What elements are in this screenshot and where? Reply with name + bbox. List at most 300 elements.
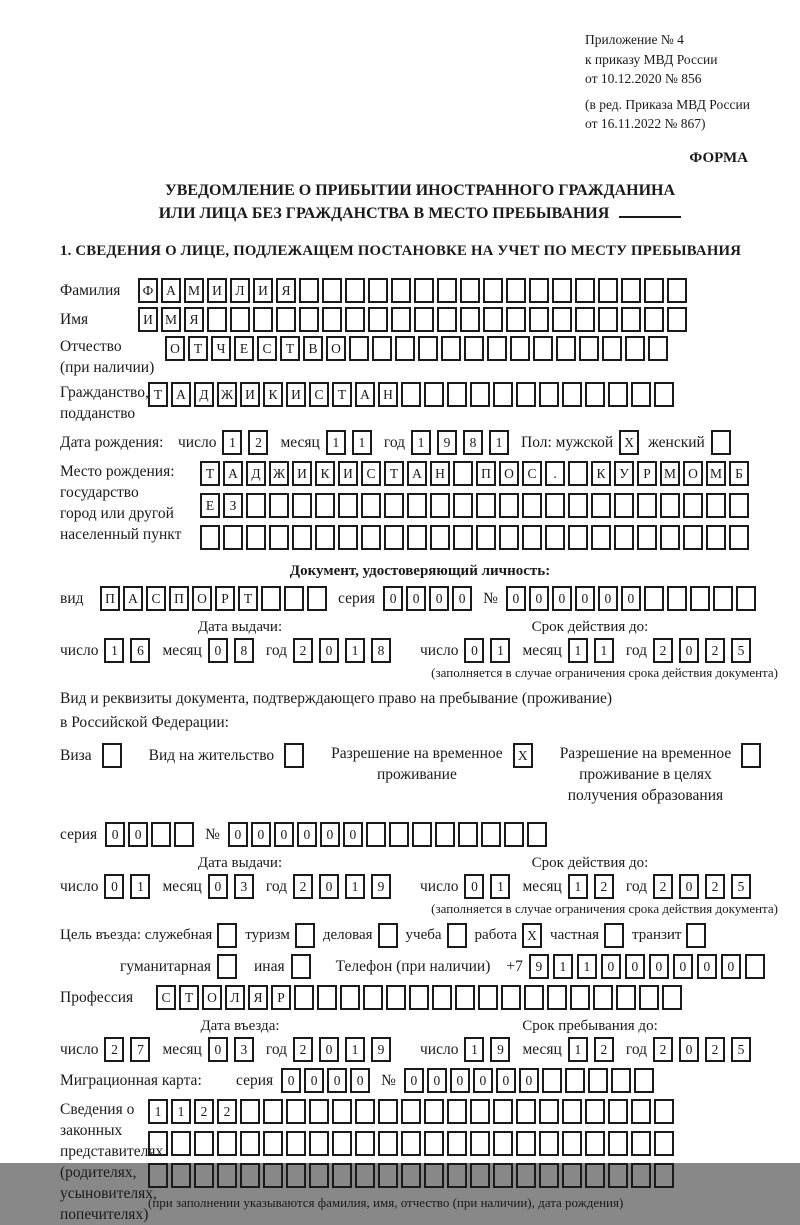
profession-cells[interactable] xyxy=(156,985,685,1010)
doc-valid-year-cells[interactable] xyxy=(653,638,757,663)
cell-box[interactable] xyxy=(345,307,365,332)
patronymic-cells[interactable] xyxy=(165,336,671,361)
doc-issue-year-cells[interactable] xyxy=(293,638,397,663)
cell-box[interactable]: О xyxy=(192,586,212,611)
cell-box[interactable] xyxy=(598,307,618,332)
cell-box[interactable] xyxy=(585,382,605,407)
cell-box[interactable] xyxy=(378,1099,398,1124)
cell-box[interactable]: 0 xyxy=(327,1068,347,1093)
cell-box[interactable] xyxy=(414,278,434,303)
cell-box[interactable] xyxy=(412,822,432,847)
cell-box[interactable] xyxy=(424,382,444,407)
cell-box[interactable]: Т xyxy=(148,382,168,407)
cell-box[interactable] xyxy=(460,307,480,332)
cell-box[interactable] xyxy=(625,336,645,361)
cell-box[interactable] xyxy=(291,954,311,979)
cell-box[interactable]: 1 xyxy=(104,638,124,663)
doc-kind-cells[interactable] xyxy=(100,586,330,611)
cell-box[interactable]: И xyxy=(292,461,312,486)
cell-box[interactable]: 6 xyxy=(130,638,150,663)
cell-box[interactable] xyxy=(299,278,319,303)
cell-box[interactable] xyxy=(148,1131,168,1156)
cell-box[interactable]: У xyxy=(614,461,634,486)
cell-box[interactable]: Ч xyxy=(211,336,231,361)
name-cells[interactable] xyxy=(138,307,690,332)
cell-box[interactable] xyxy=(529,278,549,303)
cell-box[interactable]: 1 xyxy=(568,874,588,899)
cell-box[interactable] xyxy=(608,382,628,407)
cell-box[interactable]: А xyxy=(123,586,143,611)
cell-box[interactable] xyxy=(384,525,404,550)
representatives-row3-cells[interactable] xyxy=(148,1163,677,1188)
cell-box[interactable]: 1 xyxy=(171,1099,191,1124)
cell-box[interactable]: И xyxy=(338,461,358,486)
cell-box[interactable]: 1 xyxy=(345,1037,365,1062)
cell-box[interactable] xyxy=(568,493,588,518)
cell-box[interactable] xyxy=(478,985,498,1010)
sex-female-checkbox[interactable] xyxy=(711,430,734,455)
cell-box[interactable]: X xyxy=(619,430,639,455)
cell-box[interactable] xyxy=(608,1163,628,1188)
edu-permit-checkbox[interactable] xyxy=(741,743,764,768)
cell-box[interactable]: 2 xyxy=(293,638,313,663)
cell-box[interactable] xyxy=(683,493,703,518)
cell-box[interactable] xyxy=(570,985,590,1010)
cell-box[interactable] xyxy=(414,307,434,332)
cell-box[interactable] xyxy=(686,923,706,948)
res-issue-month-cells[interactable] xyxy=(208,874,260,899)
cell-box[interactable] xyxy=(539,1131,559,1156)
cell-box[interactable]: 9 xyxy=(529,954,549,979)
cell-box[interactable] xyxy=(223,525,243,550)
cell-box[interactable] xyxy=(493,382,513,407)
cell-box[interactable] xyxy=(389,822,409,847)
cell-box[interactable] xyxy=(355,1131,375,1156)
cell-box[interactable] xyxy=(545,493,565,518)
cell-box[interactable]: М xyxy=(184,278,204,303)
stay-month-cells[interactable] xyxy=(568,1037,620,1062)
cell-box[interactable]: С xyxy=(257,336,277,361)
cell-box[interactable]: Т xyxy=(384,461,404,486)
cell-box[interactable] xyxy=(174,822,194,847)
cell-box[interactable] xyxy=(736,586,756,611)
cell-box[interactable] xyxy=(437,307,457,332)
cell-box[interactable] xyxy=(588,1068,608,1093)
mig-number-cells[interactable] xyxy=(404,1068,657,1093)
cell-box[interactable] xyxy=(481,822,501,847)
cell-box[interactable]: 0 xyxy=(601,954,621,979)
cell-box[interactable] xyxy=(332,1131,352,1156)
cell-box[interactable] xyxy=(487,336,507,361)
sex-male-checkbox[interactable] xyxy=(619,430,642,455)
cell-box[interactable]: 0 xyxy=(464,874,484,899)
cell-box[interactable] xyxy=(470,1099,490,1124)
doc-series-cells[interactable] xyxy=(383,586,475,611)
cell-box[interactable] xyxy=(391,307,411,332)
cell-box[interactable] xyxy=(470,382,490,407)
res-number-cells[interactable] xyxy=(228,822,550,847)
cell-box[interactable]: 2 xyxy=(293,874,313,899)
cell-box[interactable] xyxy=(340,985,360,1010)
purpose-humanitarian-checkbox[interactable] xyxy=(217,954,240,979)
cell-box[interactable]: Е xyxy=(200,493,220,518)
cell-box[interactable] xyxy=(522,493,542,518)
cell-box[interactable] xyxy=(171,1163,191,1188)
cell-box[interactable]: Е xyxy=(234,336,254,361)
cell-box[interactable] xyxy=(286,1131,306,1156)
cell-box[interactable] xyxy=(322,307,342,332)
cell-box[interactable] xyxy=(284,743,304,768)
cell-box[interactable] xyxy=(527,822,547,847)
cell-box[interactable] xyxy=(317,985,337,1010)
cell-box[interactable] xyxy=(608,1131,628,1156)
cell-box[interactable] xyxy=(516,1163,536,1188)
cell-box[interactable]: 2 xyxy=(194,1099,214,1124)
cell-box[interactable]: 0 xyxy=(128,822,148,847)
cell-box[interactable] xyxy=(355,1163,375,1188)
cell-box[interactable]: 1 xyxy=(568,638,588,663)
cell-box[interactable] xyxy=(217,1131,237,1156)
cell-box[interactable] xyxy=(524,985,544,1010)
cell-box[interactable] xyxy=(602,336,622,361)
cell-box[interactable] xyxy=(506,307,526,332)
cell-box[interactable]: К xyxy=(591,461,611,486)
cell-box[interactable] xyxy=(253,307,273,332)
cell-box[interactable] xyxy=(345,278,365,303)
cell-box[interactable] xyxy=(424,1163,444,1188)
cell-box[interactable] xyxy=(401,1131,421,1156)
cell-box[interactable]: Т xyxy=(200,461,220,486)
cell-box[interactable]: П xyxy=(169,586,189,611)
cell-box[interactable] xyxy=(667,307,687,332)
mig-series-cells[interactable] xyxy=(281,1068,373,1093)
cell-box[interactable]: 3 xyxy=(234,874,254,899)
cell-box[interactable]: 0 xyxy=(679,874,699,899)
cell-box[interactable] xyxy=(424,1131,444,1156)
cell-box[interactable] xyxy=(637,525,657,550)
cell-box[interactable] xyxy=(432,985,452,1010)
cell-box[interactable]: К xyxy=(263,382,283,407)
cell-box[interactable]: 0 xyxy=(383,586,403,611)
cell-box[interactable]: Я xyxy=(248,985,268,1010)
cell-box[interactable]: Я xyxy=(184,307,204,332)
cell-box[interactable] xyxy=(453,493,473,518)
cell-box[interactable] xyxy=(384,493,404,518)
cell-box[interactable]: 0 xyxy=(343,822,363,847)
cell-box[interactable]: 0 xyxy=(105,822,125,847)
cell-box[interactable]: 3 xyxy=(234,1037,254,1062)
cell-box[interactable]: 1 xyxy=(490,638,510,663)
res-series-cells[interactable] xyxy=(105,822,197,847)
cell-box[interactable] xyxy=(493,1131,513,1156)
cell-box[interactable]: 1 xyxy=(553,954,573,979)
cell-box[interactable] xyxy=(455,985,475,1010)
cell-box[interactable] xyxy=(621,307,641,332)
cell-box[interactable] xyxy=(386,985,406,1010)
cell-box[interactable] xyxy=(470,1163,490,1188)
cell-box[interactable]: 1 xyxy=(345,638,365,663)
purpose-tourism-checkbox[interactable] xyxy=(295,923,318,948)
cell-box[interactable]: Ж xyxy=(269,461,289,486)
cell-box[interactable] xyxy=(579,336,599,361)
cell-box[interactable]: 2 xyxy=(705,638,725,663)
cell-box[interactable] xyxy=(194,1131,214,1156)
cell-box[interactable] xyxy=(516,1099,536,1124)
cell-box[interactable]: Д xyxy=(246,461,266,486)
cell-box[interactable]: Р xyxy=(271,985,291,1010)
cell-box[interactable]: 9 xyxy=(371,874,391,899)
cell-box[interactable]: 0 xyxy=(404,1068,424,1093)
cell-box[interactable]: 0 xyxy=(104,874,124,899)
purpose-official-checkbox[interactable] xyxy=(217,923,240,948)
cell-box[interactable]: Т xyxy=(332,382,352,407)
cell-box[interactable] xyxy=(667,586,687,611)
cell-box[interactable] xyxy=(593,985,613,1010)
cell-box[interactable] xyxy=(585,1163,605,1188)
cell-box[interactable]: П xyxy=(100,586,120,611)
cell-box[interactable] xyxy=(506,278,526,303)
cell-box[interactable]: 2 xyxy=(104,1037,124,1062)
cell-box[interactable] xyxy=(493,1099,513,1124)
cell-box[interactable]: 0 xyxy=(452,586,472,611)
cell-box[interactable]: М xyxy=(660,461,680,486)
cell-box[interactable]: 0 xyxy=(350,1068,370,1093)
cell-box[interactable]: 8 xyxy=(463,430,483,455)
cell-box[interactable] xyxy=(562,1131,582,1156)
cell-box[interactable] xyxy=(654,1099,674,1124)
cell-box[interactable]: 1 xyxy=(489,430,509,455)
cell-box[interactable]: 1 xyxy=(568,1037,588,1062)
cell-box[interactable] xyxy=(391,278,411,303)
cell-box[interactable] xyxy=(631,1099,651,1124)
cell-box[interactable] xyxy=(654,1163,674,1188)
cell-box[interactable]: 0 xyxy=(649,954,669,979)
cell-box[interactable]: Т xyxy=(280,336,300,361)
cell-box[interactable]: А xyxy=(223,461,243,486)
cell-box[interactable] xyxy=(366,822,386,847)
cell-box[interactable] xyxy=(217,954,237,979)
cell-box[interactable] xyxy=(522,525,542,550)
cell-box[interactable]: 0 xyxy=(496,1068,516,1093)
cell-box[interactable]: 1 xyxy=(594,638,614,663)
cell-box[interactable] xyxy=(395,336,415,361)
cell-box[interactable] xyxy=(667,278,687,303)
cell-box[interactable]: О xyxy=(202,985,222,1010)
cell-box[interactable]: 5 xyxy=(731,874,751,899)
cell-box[interactable] xyxy=(729,525,749,550)
cell-box[interactable] xyxy=(217,1163,237,1188)
cell-box[interactable]: 5 xyxy=(731,1037,751,1062)
cell-box[interactable] xyxy=(407,493,427,518)
stay-day-cells[interactable] xyxy=(464,1037,516,1062)
cell-box[interactable]: Н xyxy=(430,461,450,486)
cell-box[interactable] xyxy=(539,382,559,407)
cell-box[interactable] xyxy=(614,493,634,518)
cell-box[interactable]: З xyxy=(223,493,243,518)
cell-box[interactable]: Б xyxy=(729,461,749,486)
cell-box[interactable]: 2 xyxy=(217,1099,237,1124)
cell-box[interactable]: И xyxy=(138,307,158,332)
cell-box[interactable] xyxy=(299,307,319,332)
purpose-other-checkbox[interactable] xyxy=(291,954,314,979)
cell-box[interactable] xyxy=(510,336,530,361)
cell-box[interactable] xyxy=(552,307,572,332)
cell-box[interactable] xyxy=(315,525,335,550)
cell-box[interactable] xyxy=(644,278,664,303)
cell-box[interactable] xyxy=(608,1099,628,1124)
cell-box[interactable]: П xyxy=(476,461,496,486)
cell-box[interactable] xyxy=(575,278,595,303)
cell-box[interactable] xyxy=(648,336,668,361)
cell-box[interactable]: О xyxy=(165,336,185,361)
cell-box[interactable] xyxy=(368,307,388,332)
cell-box[interactable] xyxy=(453,525,473,550)
cell-box[interactable]: О xyxy=(683,461,703,486)
citizenship-cells[interactable] xyxy=(148,382,677,407)
surname-cells[interactable] xyxy=(138,278,690,303)
cell-box[interactable] xyxy=(516,382,536,407)
cell-box[interactable]: А xyxy=(161,278,181,303)
cell-box[interactable] xyxy=(437,278,457,303)
cell-box[interactable] xyxy=(631,1163,651,1188)
cell-box[interactable] xyxy=(504,822,524,847)
cell-box[interactable]: С xyxy=(309,382,329,407)
cell-box[interactable] xyxy=(200,525,220,550)
cell-box[interactable] xyxy=(729,493,749,518)
cell-box[interactable]: 2 xyxy=(653,638,673,663)
cell-box[interactable] xyxy=(644,586,664,611)
purpose-work-checkbox[interactable] xyxy=(522,923,545,948)
cell-box[interactable] xyxy=(604,923,624,948)
res-issue-day-cells[interactable] xyxy=(104,874,156,899)
cell-box[interactable]: 0 xyxy=(519,1068,539,1093)
cell-box[interactable]: 0 xyxy=(464,638,484,663)
cell-box[interactable]: Я xyxy=(276,278,296,303)
cell-box[interactable] xyxy=(644,307,664,332)
cell-box[interactable] xyxy=(309,1131,329,1156)
cell-box[interactable] xyxy=(286,1163,306,1188)
cell-box[interactable] xyxy=(711,430,731,455)
cell-box[interactable]: 0 xyxy=(506,586,526,611)
cell-box[interactable] xyxy=(611,1068,631,1093)
cell-box[interactable] xyxy=(338,493,358,518)
cell-box[interactable] xyxy=(246,493,266,518)
cell-box[interactable] xyxy=(286,1099,306,1124)
cell-box[interactable] xyxy=(207,307,227,332)
cell-box[interactable] xyxy=(476,493,496,518)
cell-box[interactable] xyxy=(378,923,398,948)
cell-box[interactable]: 1 xyxy=(326,430,346,455)
cell-box[interactable]: Н xyxy=(378,382,398,407)
cell-box[interactable]: 0 xyxy=(319,874,339,899)
cell-box[interactable] xyxy=(246,525,266,550)
cell-box[interactable]: 0 xyxy=(552,586,572,611)
cell-box[interactable]: 0 xyxy=(320,822,340,847)
cell-box[interactable]: 5 xyxy=(731,638,751,663)
cell-box[interactable]: 0 xyxy=(251,822,271,847)
cell-box[interactable] xyxy=(263,1131,283,1156)
cell-box[interactable] xyxy=(499,525,519,550)
cell-box[interactable] xyxy=(269,525,289,550)
cell-box[interactable]: Т xyxy=(188,336,208,361)
cell-box[interactable] xyxy=(453,461,473,486)
cell-box[interactable]: 0 xyxy=(228,822,248,847)
cell-box[interactable]: 0 xyxy=(621,586,641,611)
cell-box[interactable] xyxy=(361,525,381,550)
cell-box[interactable] xyxy=(621,278,641,303)
cell-box[interactable] xyxy=(447,1163,467,1188)
cell-box[interactable]: 1 xyxy=(130,874,150,899)
cell-box[interactable] xyxy=(660,525,680,550)
representatives-row2-cells[interactable] xyxy=(148,1131,677,1156)
cell-box[interactable] xyxy=(533,336,553,361)
doc-number-cells[interactable] xyxy=(506,586,759,611)
doc-valid-month-cells[interactable] xyxy=(568,638,620,663)
cell-box[interactable]: И xyxy=(207,278,227,303)
cell-box[interactable] xyxy=(552,278,572,303)
cell-box[interactable]: О xyxy=(499,461,519,486)
cell-box[interactable]: 0 xyxy=(406,586,426,611)
cell-box[interactable] xyxy=(547,985,567,1010)
temp-permit-checkbox[interactable] xyxy=(513,743,536,768)
cell-box[interactable] xyxy=(315,493,335,518)
cell-box[interactable] xyxy=(332,1163,352,1188)
cell-box[interactable] xyxy=(516,1131,536,1156)
cell-box[interactable]: 0 xyxy=(679,1037,699,1062)
cell-box[interactable]: 0 xyxy=(208,1037,228,1062)
cell-box[interactable] xyxy=(430,493,450,518)
cell-box[interactable] xyxy=(631,382,651,407)
cell-box[interactable]: 0 xyxy=(473,1068,493,1093)
cell-box[interactable]: 1 xyxy=(577,954,597,979)
cell-box[interactable] xyxy=(565,1068,585,1093)
cell-box[interactable] xyxy=(529,307,549,332)
cell-box[interactable] xyxy=(322,278,342,303)
cell-box[interactable] xyxy=(269,493,289,518)
cell-box[interactable] xyxy=(591,525,611,550)
cell-box[interactable] xyxy=(407,525,427,550)
cell-box[interactable] xyxy=(309,1163,329,1188)
cell-box[interactable]: 0 xyxy=(721,954,741,979)
cell-box[interactable] xyxy=(102,743,122,768)
cell-box[interactable]: И xyxy=(286,382,306,407)
cell-box[interactable] xyxy=(690,586,710,611)
cell-box[interactable]: С xyxy=(146,586,166,611)
birthplace-row2-cells[interactable] xyxy=(200,493,752,518)
cell-box[interactable] xyxy=(447,923,467,948)
purpose-business-checkbox[interactable] xyxy=(378,923,401,948)
cell-box[interactable] xyxy=(616,985,636,1010)
cell-box[interactable] xyxy=(706,525,726,550)
cell-box[interactable]: 0 xyxy=(319,1037,339,1062)
cell-box[interactable] xyxy=(295,923,315,948)
cell-box[interactable] xyxy=(378,1131,398,1156)
cell-box[interactable] xyxy=(562,1163,582,1188)
cell-box[interactable] xyxy=(378,1163,398,1188)
cell-box[interactable] xyxy=(458,822,478,847)
cell-box[interactable] xyxy=(307,586,327,611)
cell-box[interactable] xyxy=(476,525,496,550)
cell-box[interactable] xyxy=(545,525,565,550)
blank-underline[interactable] xyxy=(619,202,681,218)
cell-box[interactable] xyxy=(447,382,467,407)
stay-year-cells[interactable] xyxy=(653,1037,757,1062)
cell-box[interactable]: 2 xyxy=(705,874,725,899)
cell-box[interactable] xyxy=(568,461,588,486)
cell-box[interactable] xyxy=(430,525,450,550)
cell-box[interactable] xyxy=(470,1131,490,1156)
cell-box[interactable]: 2 xyxy=(594,874,614,899)
